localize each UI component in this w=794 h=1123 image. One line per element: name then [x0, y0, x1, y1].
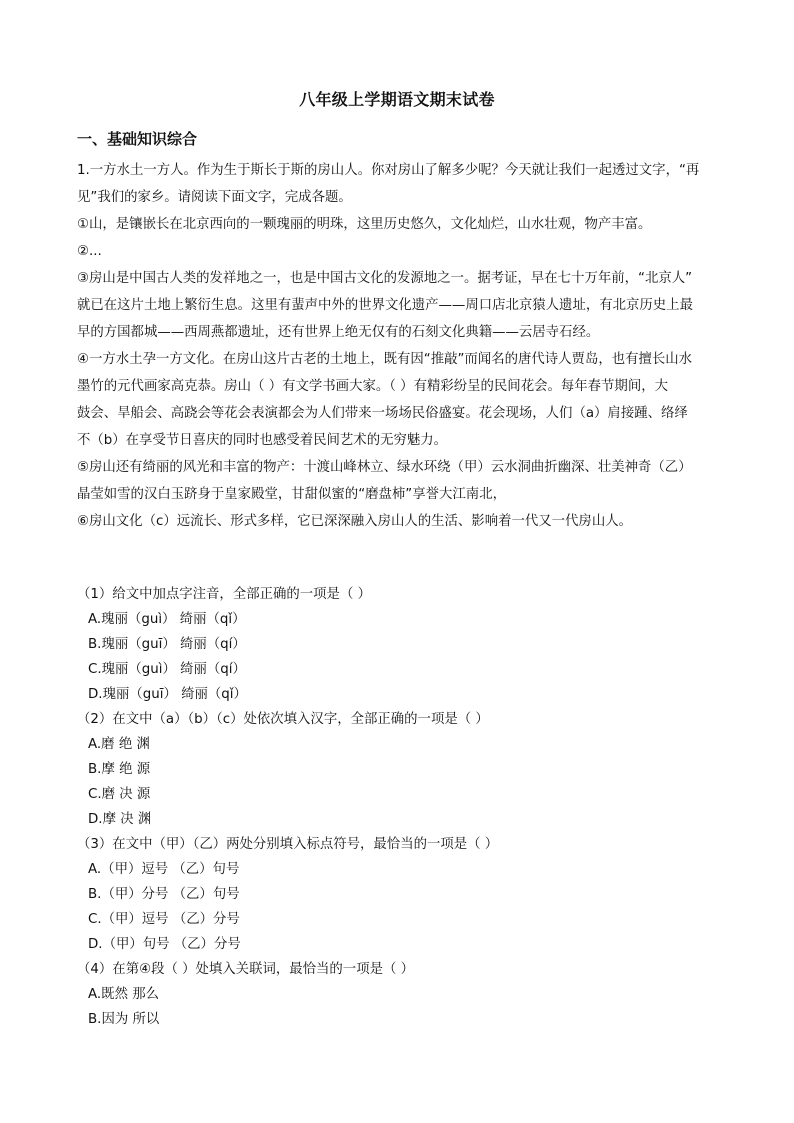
answer-option[interactable]: B.摩 绝 源 [88, 762, 151, 777]
passage-line: ④一方水土孕一方文化。在房山这片古老的土地上，既有因“推敲”而闻名的唐代诗人贾岛，也有擅长山水 [77, 352, 693, 367]
passage-line: 墨竹的元代画家高克恭。房山（ ）有文学书画大家。（ ）有精彩纷呈的民间花会。每年春节期间，大 [77, 379, 668, 394]
answer-option[interactable]: B.（甲）分号 （乙）句号 [88, 887, 240, 902]
answer-option[interactable]: B.因为 所以 [88, 1012, 160, 1027]
passage-line: ③房山是中国古人类的发祥地之一，也是中国古文化的发源地之一。据考证，早在七十万年前，“北京人” [77, 271, 693, 286]
passage-line: 不（b）在享受节日喜庆的同时也感受着民间艺术的无穷魅力。 [77, 433, 448, 448]
answer-option[interactable]: D.（甲）句号 （乙）分号 [88, 937, 241, 952]
page-title: 八年级上学期语文期末试卷 [299, 90, 495, 109]
answer-option[interactable]: A.（甲）逗号 （乙）句号 [88, 862, 240, 877]
passage-line: 早的方国都城——西周燕都遗址，还有世界上绝无仅有的石刻文化典籍——云居寺石经。 [77, 325, 600, 340]
answer-option[interactable]: C.磨 决 源 [88, 787, 151, 802]
passage-line: ②... [77, 244, 102, 259]
question-stem: （4）在第④段（ ）处填入关联词，最恰当的一项是（ ） [77, 962, 415, 977]
passage-line: ①山，是镶嵌长在北京西向的一颗瑰丽的明珠，这里历史悠久，文化灿烂，山水壮观，物产丰富。 [77, 217, 652, 232]
passage-line: 鼓会、旱船会、高跷会等花会表演都会为人们带来一场场民俗盛宴。花会现场，人们（a）肩接踵、络绎 [77, 406, 688, 421]
passage-line: ⑤房山还有绮丽的风光和丰富的物产：十渡山峰林立、绿水环绕（甲）云水洞曲折幽深、壮美神奇（乙） [77, 460, 692, 475]
answer-option[interactable]: D.瑰丽（guī） 绮丽（qǐ） [88, 687, 247, 702]
answer-option[interactable]: C.（甲）逗号 （乙）分号 [88, 912, 240, 927]
passage-line: 见”我们的家乡。请阅读下面文字，完成各题。 [77, 190, 352, 205]
questions [77, 582, 717, 1032]
answer-option[interactable]: C.瑰丽（guì） 绮丽（qí） [88, 662, 246, 677]
reading-passage [77, 157, 717, 535]
answer-option[interactable]: A.磨 绝 渊 [88, 737, 150, 752]
answer-option[interactable]: A.既然 那么 [88, 987, 159, 1002]
passage-line: 就已在这片土地上繁衍生息。这里有蜚声中外的世界文化遗产——周口店北京猿人遗址，有北京历史上最 [77, 298, 693, 313]
section-heading: 一、基础知识综合 [77, 130, 198, 148]
question-stem: （1）给文中加点字注音，全部正确的一项是（ ） [77, 587, 371, 602]
passage-line: ⑥房山文化（c）远流长、形式多样，它已深深融入房山人的生活、影响着一代又一代房山人。 [77, 514, 632, 529]
passage-line: 晶莹如雪的汉白玉跻身于皇家殿堂，甘甜似蜜的“磨盘柿”享誉大江南北， [77, 487, 506, 502]
passage-line: 1.一方水土一方人。作为生于斯长于斯的房山人。你对房山了解多少呢？今天就让我们一起透过文字，“再 [77, 163, 700, 178]
question-stem: （2）在文中（a）（b）（c）处依次填入汉字，全部正确的一项是（ ） [77, 712, 489, 727]
question-stem: （3）在文中（甲）（乙）两处分别填入标点符号，最恰当的一项是（ ） [77, 837, 499, 852]
answer-option[interactable]: A.瑰丽（guì） 绮丽（qǐ） [88, 612, 246, 627]
answer-option[interactable]: D.摩 决 渊 [88, 812, 152, 827]
answer-option[interactable]: B.瑰丽（guī） 绮丽（qí） [88, 637, 246, 652]
